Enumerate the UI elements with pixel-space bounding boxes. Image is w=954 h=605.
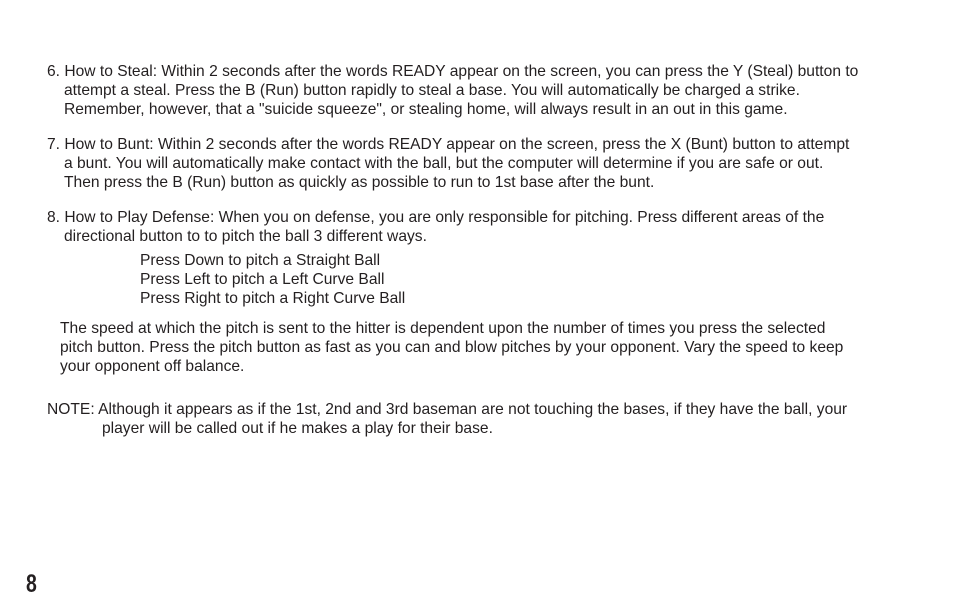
page-number: 8 [26, 570, 37, 598]
bunt-line-1: 7. How to Bunt: Within 2 seconds after the words READY appear on the screen, press the X (Bunt) button to attempt [47, 136, 850, 153]
steal-line-1: 6. How to Steal: Within 2 seconds after the words READY appear on the screen, you can press the Y (Steal) button to [47, 63, 859, 80]
speed-line-2: pitch button. Press the pitch button as fast as you can and blow pitches by your opponent. Vary the speed to keep [60, 339, 844, 356]
pitch-left-curve: Press Left to pitch a Left Curve Ball [140, 271, 385, 288]
pitch-right-curve: Press Right to pitch a Right Curve Ball [140, 290, 406, 307]
steal-line-3: Remember, however, that a "suicide squeeze", or stealing home, will always result in an out in this game. [64, 101, 788, 118]
pitch-straight: Press Down to pitch a Straight Ball [140, 252, 381, 269]
steal-line-2: attempt a steal. Press the B (Run) button rapidly to steal a base. You will automatically be charged a strike. [64, 82, 800, 99]
bunt-line-2: a bunt. You will automatically make contact with the ball, but the computer will determine if you are safe or out. [64, 155, 824, 172]
speed-line-1: The speed at which the pitch is sent to the hitter is dependent upon the number of times you press the selected [60, 320, 826, 337]
bunt-line-3: Then press the B (Run) button as quickly as possible to run to 1st base after the bunt. [64, 174, 655, 191]
speed-line-3: your opponent off balance. [60, 358, 245, 375]
defense-line-2: directional button to to pitch the ball 3 different ways. [64, 228, 427, 245]
note-line-1: NOTE: Although it appears as if the 1st, 2nd and 3rd baseman are not touching the bases, if they have the ball, your [47, 401, 848, 418]
defense-line-1: 8. How to Play Defense: When you on defense, you are only responsible for pitching. Press different areas of the [47, 209, 825, 226]
note-line-2: player will be called out if he makes a play for their base. [102, 420, 493, 437]
